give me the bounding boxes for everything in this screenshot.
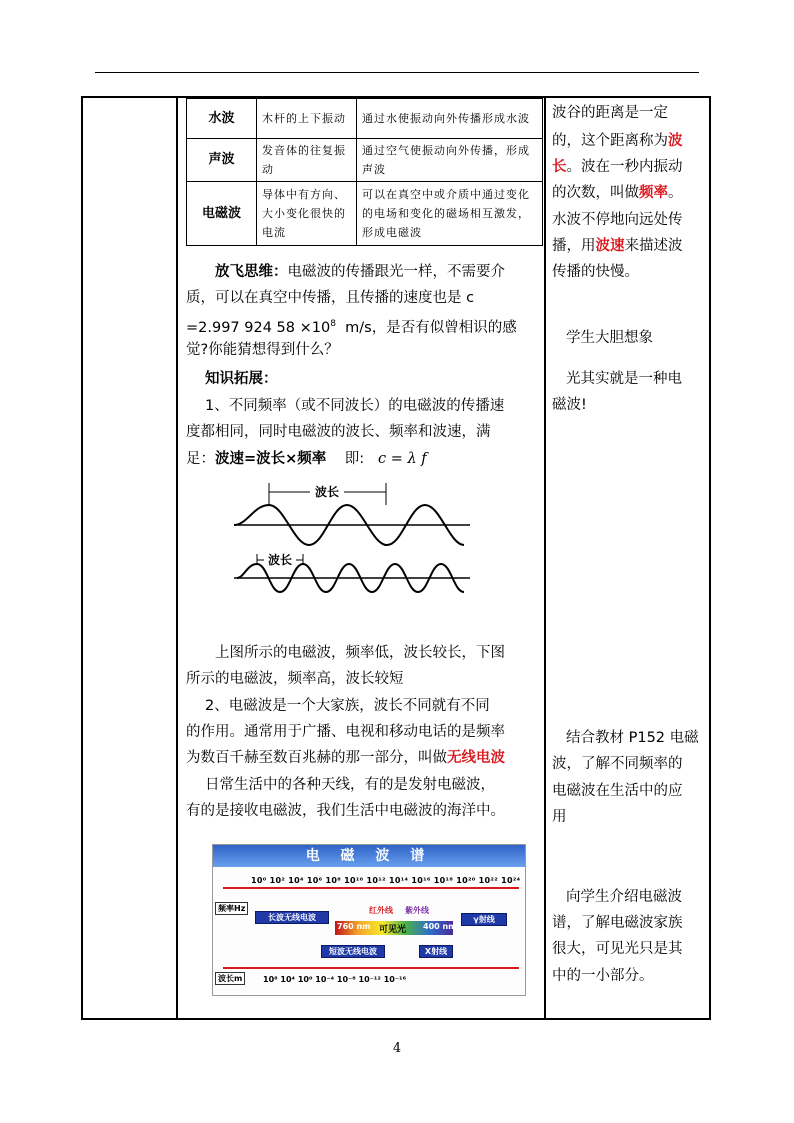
wavelength-label-bottom: 波长 (267, 553, 293, 567)
p3-line-3: 为数百千赫至数百兆赫的那一部分，叫做无线电波 (186, 750, 505, 766)
wavelength-diagram (232, 478, 472, 608)
p4-line-1: 日常生活中的各种天线，有的是发射电磁波， (205, 777, 495, 793)
wave-formation: 通过水使振动向外传播形成水波 (357, 99, 543, 139)
right-spectrum-4: 中的一小部分。 (552, 968, 654, 984)
frequency-scale: 10⁰ 10² 10⁴ 10⁶ 10⁸ 10¹⁰ 10¹² 10¹⁴ 10¹⁶ 10¹⁸ 10²⁰ 10²² 10²⁴ (251, 876, 521, 885)
column-divider-2 (544, 96, 546, 1020)
p1-line-2: 度都相同，同时电磁波的波长、频率和波速，满 (186, 424, 491, 440)
fangfei-line-3: =2.997 924 $58 \times 10^8$ m/s，是否有似曾相识的感 (186, 319, 517, 336)
wave-source: 木杆的上下振动 (257, 99, 357, 139)
right-textbook-4: 用 (552, 809, 567, 825)
page-number: 4 (392, 1041, 402, 1056)
fangfei-line-4: 觉?你能猜想得到什么？ (186, 342, 339, 358)
p2-line-2: 所示的电磁波，频率高，波长较短 (186, 671, 404, 687)
right-intro-2: 的，这个距离称为波 (552, 133, 683, 149)
p1-line-3: 足：波速=波长×频率 即: c = λ f (186, 451, 427, 467)
right-intro-1: 波谷的距离是一定 (552, 105, 668, 121)
wave-formation: 通过空气使振动向外传播，形成声波 (357, 139, 543, 181)
nm760-label: 760 nm (337, 922, 371, 931)
wavelength-label-top: 波长 (314, 485, 340, 499)
wavelength-scale: 10⁸ 10⁴ 10⁰ 10⁻⁴ 10⁻⁸ 10⁻¹² 10⁻¹⁶ (263, 975, 407, 984)
right-intro-6: 播，用波速来描述波 (552, 238, 683, 254)
right-intro-3: 长。波在一秒内振动 (552, 159, 683, 175)
right-light-2: 磁波! (552, 397, 587, 413)
right-intro-7: 传播的快慢。 (552, 264, 639, 280)
wave-name: 水波 (187, 99, 257, 139)
table-row (187, 181, 543, 245)
frequency-axis (223, 887, 519, 889)
right-intro-5: 水波不停地向远处传 (552, 212, 683, 228)
wave-name: 电磁波 (187, 181, 257, 245)
nm400-label: 400 nm (423, 922, 457, 931)
short-wave-band: 短波无线电波 (321, 945, 385, 958)
wave-source: 发音体的往复振动 (257, 139, 357, 181)
infrared-label: 红外线 (369, 906, 393, 915)
p3-line-2: 的作用。通常用于广播、电视和移动电话的是频率 (186, 724, 505, 740)
ultraviolet-label: 紫外线 (405, 906, 429, 915)
right-spectrum-1: 向学生介绍电磁波 (566, 889, 682, 905)
table-row (187, 99, 543, 139)
long-wave-band: 长波无线电波 (255, 911, 329, 924)
wave-comparison-table (186, 98, 543, 246)
p4-line-2: 有的是接收电磁波，我们生活中电磁波的海洋中。 (186, 803, 505, 819)
right-textbook-2: 波，了解不同频率的 (552, 756, 683, 772)
right-spectrum-2: 谱，了解电磁波家族 (552, 915, 683, 931)
right-spectrum-3: 很大，可见光只是其 (552, 941, 683, 957)
wave-formation: 可以在真空中或介质中通过变化的电场和变化的磁场相互激发，形成电磁波 (357, 181, 543, 245)
wavelength-axis (223, 967, 519, 969)
wave-source: 导体中有方向、大小变化很快的电流 (257, 181, 357, 245)
p2-line-1: 上图所示的电磁波，频率低，波长较长，下图 (215, 645, 505, 661)
p3-line-1: 2、电磁波是一个大家族，波长不同就有不同 (205, 698, 490, 714)
right-guess: 学生大胆想象 (566, 330, 653, 346)
wave-name: 声波 (187, 139, 257, 181)
gamma-band: γ射线 (461, 913, 507, 926)
right-textbook-3: 电磁波在生活中的应 (552, 783, 683, 799)
xray-band: X射线 (419, 945, 453, 958)
right-light-1: 光其实就是一种电 (566, 371, 682, 387)
visible-label: 可见光 (379, 925, 407, 935)
right-textbook-1: 结合教材 P152 电磁 (566, 730, 699, 746)
header-rule (95, 72, 699, 73)
fangfei-line-1: 放飞思维：电磁波的传播跟光一样，不需要介 (215, 264, 505, 280)
column-divider-1 (176, 96, 178, 1020)
em-spectrum-figure (212, 844, 526, 996)
spectrum-title: 电 磁 波 谱 (213, 845, 525, 867)
table-row (187, 139, 543, 181)
zhishi-heading: 知识拓展： (205, 371, 278, 387)
p1-line-1: 1、不同频率（或不同波长）的电磁波的传播速 (205, 398, 505, 414)
frequency-axis-label: 频率Hz (215, 902, 248, 915)
wavelength-axis-label: 波长m (215, 972, 245, 985)
fangfei-line-2: 质，可以在真空中传播，且传播的速度也是 c (186, 290, 475, 306)
right-intro-4: 的次数，叫做频率。 (552, 185, 683, 201)
